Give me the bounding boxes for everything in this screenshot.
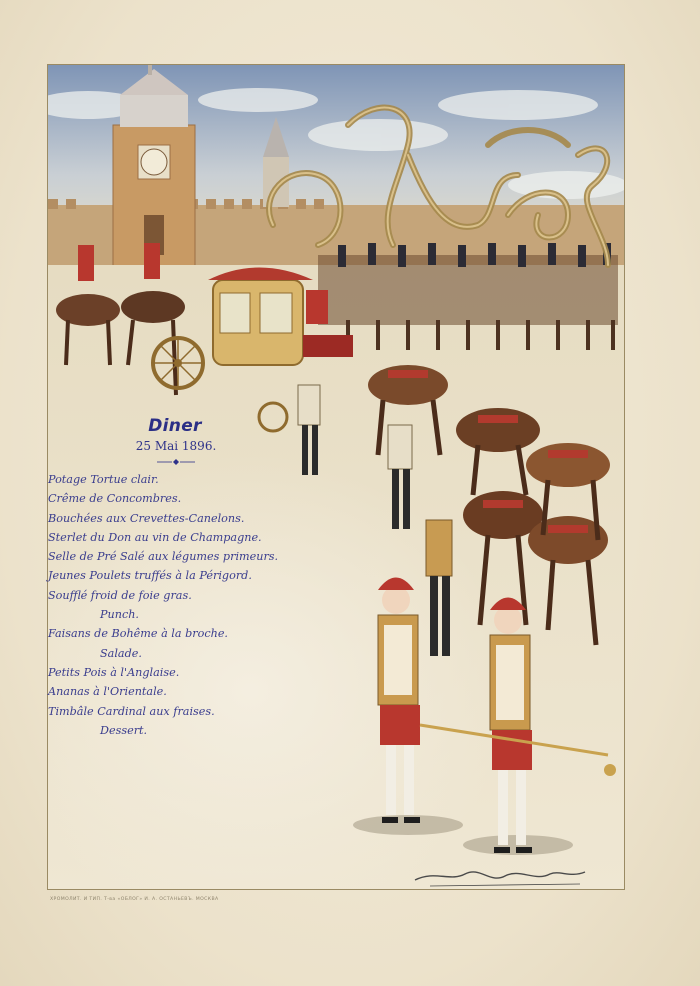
course-item: Salade.: [100, 646, 142, 660]
course-item: Soufflé froid de foie gras.: [48, 588, 192, 602]
course-item: Petits Pois à l'Anglaise.: [48, 665, 180, 679]
course-item: Punch.: [100, 608, 139, 622]
course-item: Ananas à l'Orientale.: [48, 685, 167, 699]
course-item: Dessert.: [100, 723, 148, 737]
course-item: Bouchées aux Crevettes-Canelons.: [48, 511, 245, 525]
course-item: Faisans de Bohême à la broche.: [48, 627, 228, 641]
course-item: Sterlet du Don au vin de Champagne.: [48, 530, 262, 544]
course-item: Jeunes Poulets truffés à la Périgord.: [48, 569, 252, 583]
course-list: [48, 470, 278, 740]
menu-title: Diner: [148, 416, 202, 436]
course-item: Crême de Concombres.: [48, 492, 182, 506]
ornamental-rule: [157, 459, 195, 465]
printer-imprint: ХРОМОЛИТ. И ТИП. Т-ва «ОБЛОГ» И. А. ОСТАНЬЕВЪ. МОСКВА: [50, 897, 219, 902]
course-item: Selle de Pré Salé aux légumes primeurs.: [48, 550, 279, 564]
course-item: Potage Tortue clair.: [48, 473, 159, 486]
course-item: Timbâle Cardinal aux fraises.: [48, 704, 215, 718]
menu-date: 25 Mai 1896.: [135, 439, 217, 453]
artist-signature: [410, 862, 590, 890]
